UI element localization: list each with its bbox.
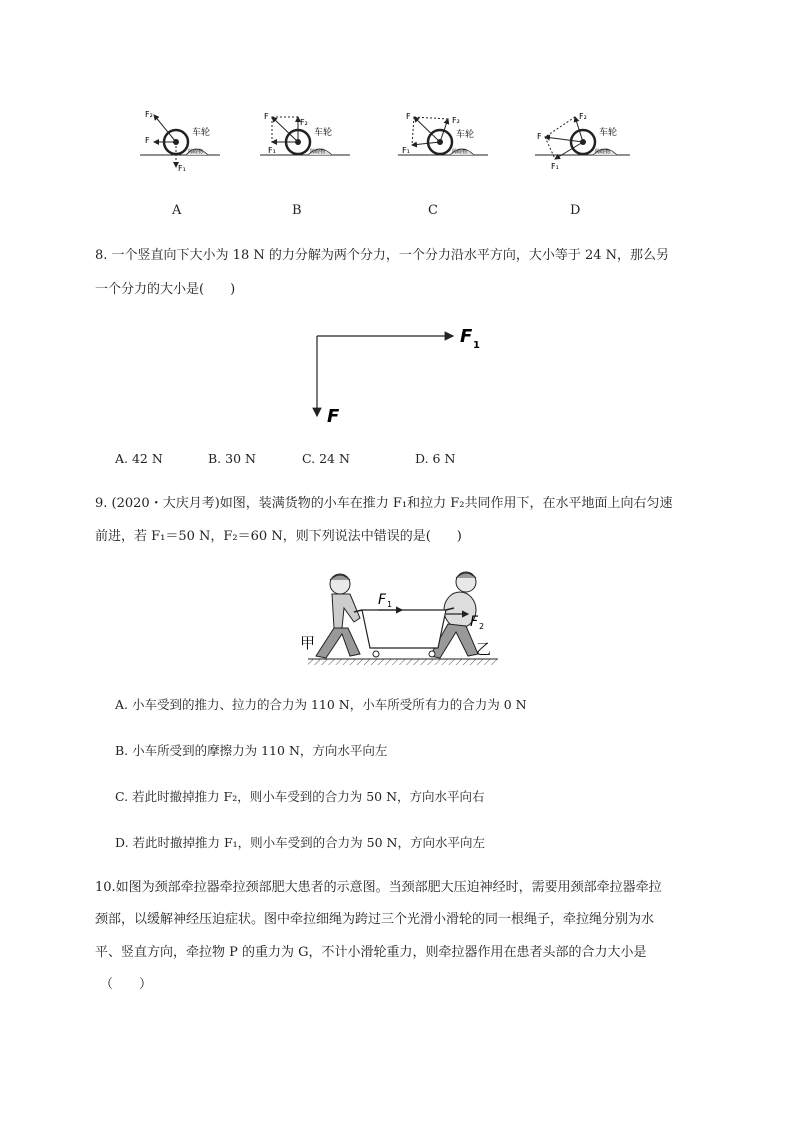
force-f-d: F — [537, 132, 542, 141]
force-f1-a: F₁ — [178, 164, 186, 173]
q8-text-line2: 一个分力的大小是( ) — [95, 282, 236, 297]
q9-text-line2: 前进，若 F₁＝50 N，F₂＝60 N，则下列说法中错误的是( ) — [95, 529, 462, 544]
force-f2-c: F₂ — [452, 116, 460, 125]
q7-diagrams — [140, 105, 660, 175]
q8-option-d: D. 6 N — [415, 451, 456, 466]
q7-letter-a: A — [172, 203, 182, 218]
force-f1-c: F₁ — [402, 146, 410, 155]
f1-label: F — [460, 326, 473, 347]
q9-option-c: C. 若此时撤掉推力 F₂，则小车受到的合力为 50 N，方向水平向右 — [115, 789, 485, 804]
q10-text-line3: 平、竖直方向，牵拉物 P 的重力为 G，不计小滑轮重力，则牵拉器作用在患者头部的合力大小是 — [95, 945, 647, 960]
q8-option-b: B. 30 N — [208, 451, 256, 466]
q10-text-line4: （ ） — [100, 977, 153, 992]
force-f2-a: F₂ — [145, 110, 153, 119]
q9-figure — [298, 568, 508, 668]
diagram-b — [260, 112, 350, 155]
wheel-label-a: 车轮 — [192, 128, 211, 138]
f1-subscript-q9: 1 — [387, 600, 393, 609]
obstacle-label-d: 障碍物 — [595, 149, 611, 155]
diagram-d — [535, 112, 630, 171]
obstacle-label-a: 障碍物 — [188, 149, 204, 155]
f2-label-q9: F — [470, 614, 479, 630]
force-f-c: F — [406, 112, 411, 121]
q8-option-a: A. 42 N — [115, 451, 163, 466]
diagram-c — [398, 112, 488, 155]
force-decomposition-figure — [305, 322, 495, 430]
q8-text-line1: 8. 一个竖直向下大小为 18 N 的力分解为两个分力，一个分力沿水平方向，大小等于 24 N，那么另 — [95, 248, 670, 263]
f1-label-q9: F — [378, 592, 387, 608]
q7-letter-c: C — [428, 203, 438, 218]
force-f-b: F — [264, 112, 269, 121]
force-f2-d: F₂ — [579, 112, 587, 121]
q9-option-d: D. 若此时撤掉推力 F₁，则小车受到的合力为 50 N，方向水平向左 — [115, 835, 485, 850]
f-label: F — [327, 406, 340, 427]
force-f1-b: F₁ — [268, 146, 276, 155]
left-person-label: 甲 — [300, 634, 316, 652]
q9-option-a: A. 小车受到的推力、拉力的合力为 110 N，小车所受所有力的合力为 0 N — [115, 697, 527, 712]
wheel-force-diagrams — [140, 105, 660, 175]
q9-text-line1: 9. (2020・大庆月考)如图，装满货物的小车在推力 F₁和拉力 F₂共同作用下，在水平地面上向右匀速 — [95, 496, 673, 511]
obstacle-label-b: 障碍物 — [310, 149, 326, 155]
cart-push-pull-figure — [298, 568, 508, 668]
q7-letter-d: D — [570, 203, 581, 218]
q8-option-c: C. 24 N — [302, 451, 350, 466]
pusher-person — [316, 574, 360, 658]
q10-text-line2: 颈部，以缓解神经压迫症状。图中牵拉细绳为跨过三个光滑小滑轮的同一根绳子，牵拉绳分别为水 — [95, 912, 655, 927]
right-person-label: 乙 — [476, 640, 492, 658]
f2-subscript-q9: 2 — [479, 622, 485, 631]
q10-text-line1: 10.如图为颈部牵拉器牵拉颈部肥大患者的示意图。当颈部肥大压迫神经时，需要用颈部牵拉器牵拉 — [95, 880, 662, 895]
q9-option-b: B. 小车所受到的摩擦力为 110 N，方向水平向左 — [115, 743, 388, 758]
force-f-a: F — [145, 136, 150, 145]
f1-subscript: 1 — [473, 340, 480, 351]
q8-figure — [305, 322, 495, 430]
obstacle-label-c: 障碍物 — [452, 149, 468, 155]
q7-letter-b: B — [292, 203, 302, 218]
force-f1-d: F₁ — [551, 162, 559, 171]
force-f2-b: F₂ — [300, 118, 308, 127]
wheel-label-b: 车轮 — [314, 128, 333, 138]
diagram-a — [140, 110, 220, 173]
wheel-label-c: 车轮 — [456, 130, 475, 140]
wheel-label-d: 车轮 — [599, 128, 618, 138]
